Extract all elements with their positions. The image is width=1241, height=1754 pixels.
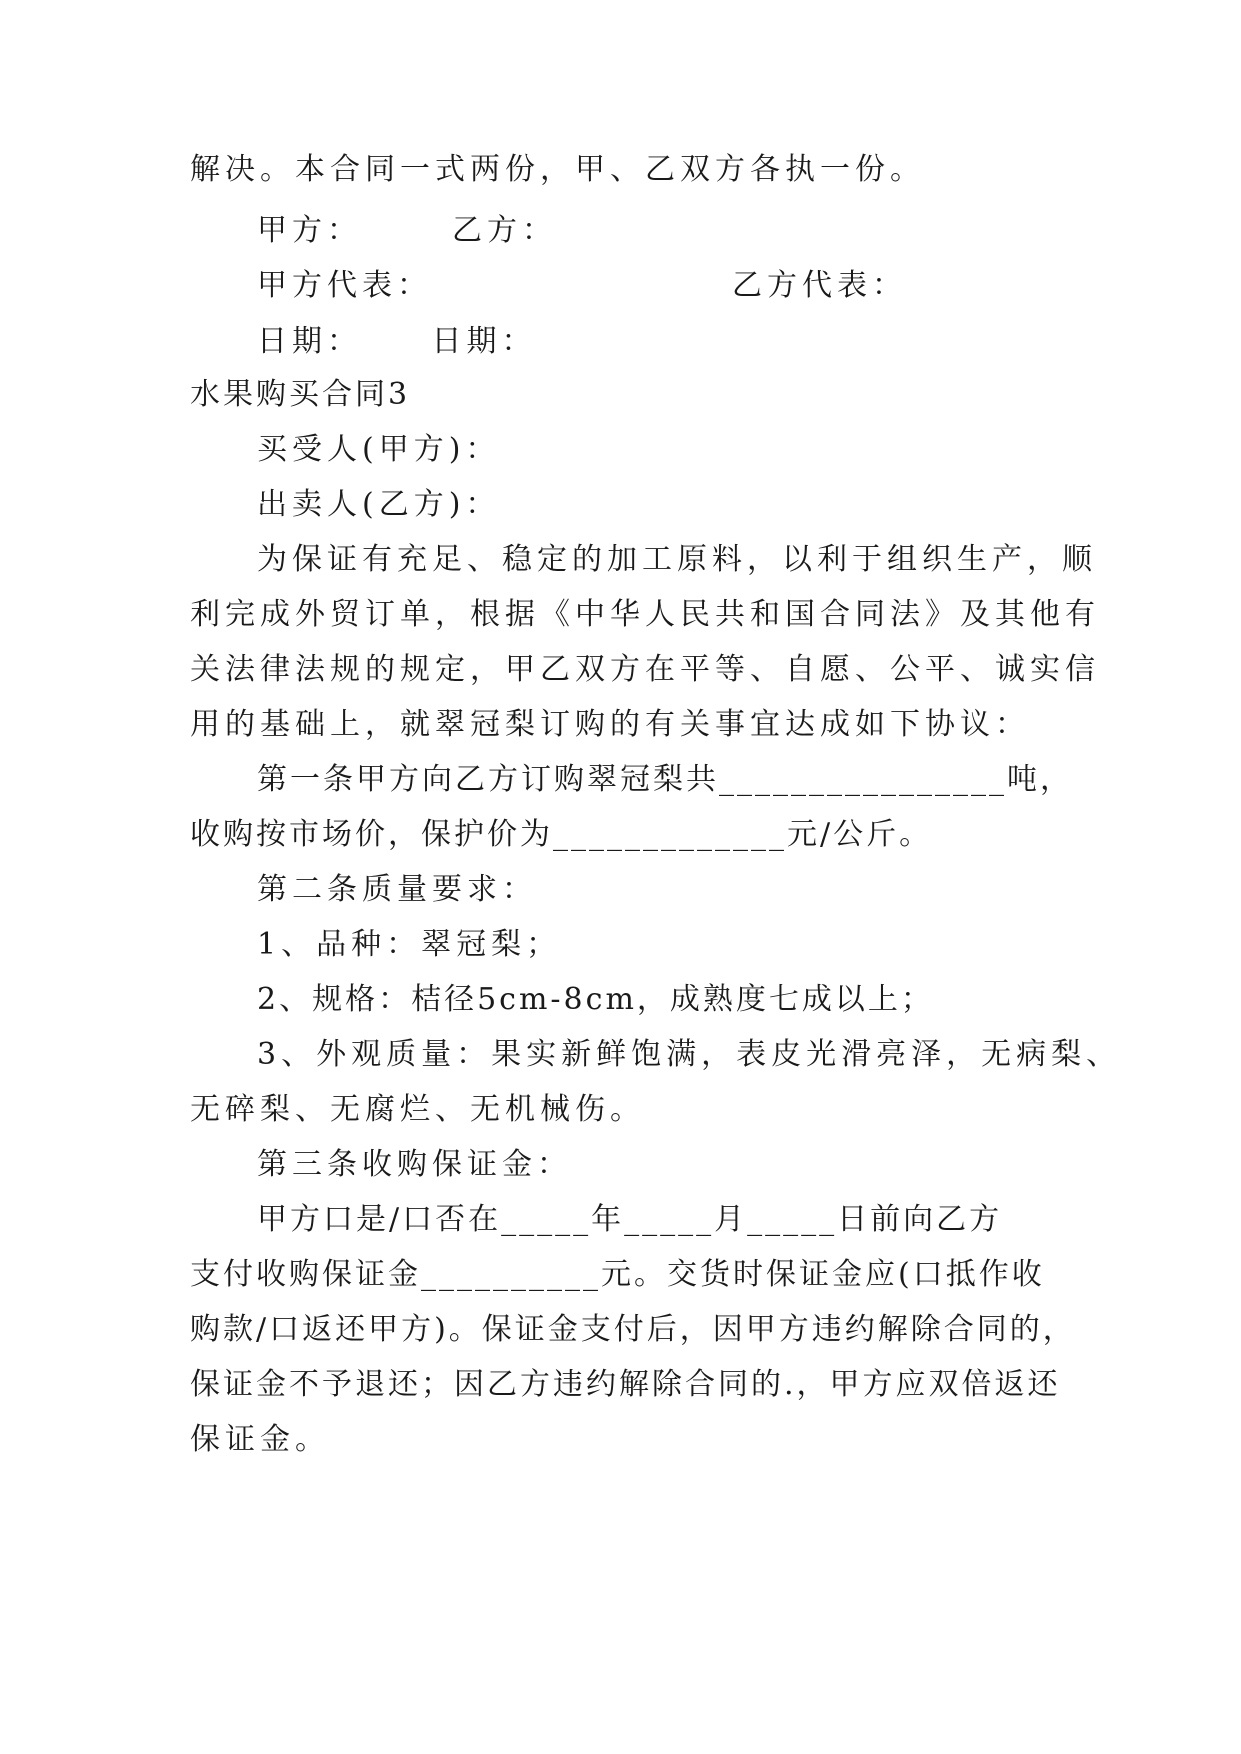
clause-line: 第一条甲方向乙方订购翠冠梨共________________吨，	[257, 762, 1073, 797]
text-line: 为保证有充足、稳定的加工原料，以利于组织生产，顺	[257, 542, 1097, 577]
seller-line: 出卖人(乙方)：	[257, 487, 501, 522]
text-line: 关法律法规的规定，甲乙双方在平等、自愿、公平、诚实信	[190, 652, 1100, 687]
text-line: 利完成外贸订单，根据《中华人民共和国合同法》及其他有	[190, 597, 1100, 632]
text-line: 无碎梨、无腐烂、无机械伤。	[190, 1092, 645, 1127]
text-line: 支付收购保证金__________元。交货时保证金应(口抵作收	[190, 1257, 1045, 1292]
signature-date-line: 日期： 日期：	[257, 324, 537, 359]
text-line: 购款/口返还甲方)。保证金支付后，因甲方违约解除合同的，	[190, 1312, 1076, 1347]
clause-line: 第三条收购保证金：	[257, 1147, 572, 1182]
clause-line: 第二条质量要求：	[257, 872, 537, 907]
buyer-line: 买受人(甲方)：	[257, 432, 501, 467]
signature-party-line: 甲方： 乙方：	[257, 213, 557, 248]
text-line: 收购按市场价，保护价为_____________元/公斤。	[190, 817, 933, 852]
text-line: 解决。本合同一式两份，甲、乙双方各执一份。	[190, 152, 925, 187]
list-item: 2、规格：桔径5cm-8cm，成熟度七成以上；	[257, 982, 934, 1017]
section-title: 水果购买合同3	[190, 377, 411, 412]
signature-representative-line: 甲方代表： 乙方代表：	[257, 268, 907, 303]
text-line: 用的基础上，就翠冠梨订购的有关事宜达成如下协议：	[190, 707, 1030, 742]
list-item: 1、品种：翠冠梨；	[257, 927, 562, 962]
text-line: 甲方口是/口否在_____年_____月_____日前向乙方	[257, 1202, 1003, 1237]
list-item: 3、外观质量：果实新鲜饱满，表皮光滑亮泽，无病梨、	[257, 1037, 1122, 1072]
text-line: 保证金不予退还；因乙方违约解除合同的.，甲方应双倍返还	[190, 1367, 1061, 1402]
text-line: 保证金。	[190, 1422, 330, 1457]
